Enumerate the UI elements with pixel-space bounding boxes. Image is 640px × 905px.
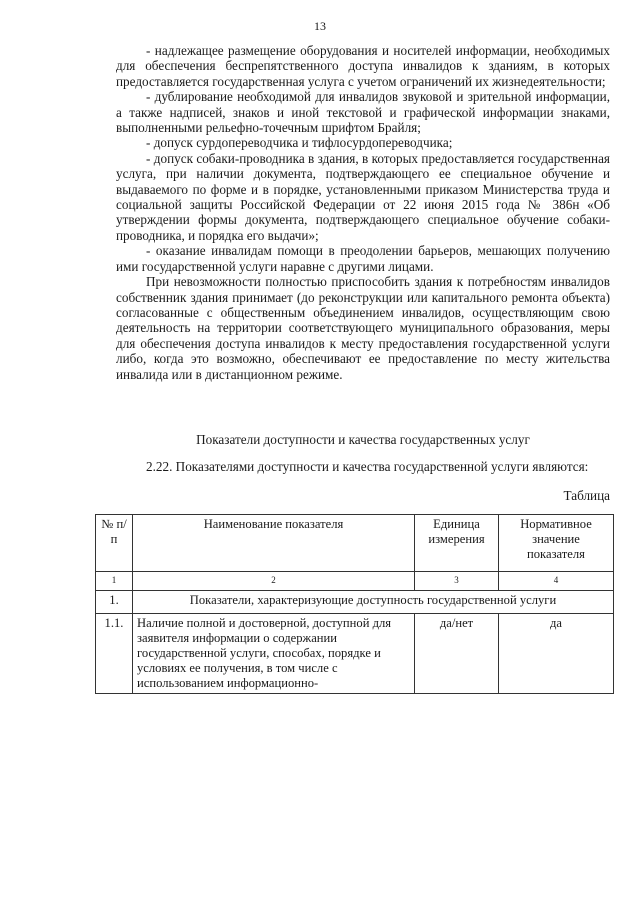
group-number: 1. (96, 591, 133, 614)
row-value: да (499, 614, 614, 694)
column-number: 3 (415, 572, 499, 591)
paragraph: - допуск сурдопереводчика и тифлосурдопереводчика; (146, 135, 453, 151)
header-cell-number: № п/п (96, 515, 133, 572)
table-row (96, 614, 614, 694)
paragraph: При невозможности полностью приспособить здания к потребностям инвалидов собственник здания принимает (до реконструкции или капитального ремонта объекта) согласованные с общественным объединением инвалидов, осуществляющим свою деятельность на территории соответствующего муниципального образования, меры для обеспечения доступа инвалидов к месту предоставления государственной услуги либо, когда это возможно, обеспечивают ее предоставление по месту жительства инвалида или в дистанционном режиме. (116, 274, 610, 382)
table-caption: Таблица (563, 488, 610, 503)
body-text (116, 43, 610, 382)
paragraph: - дублирование необходимой для инвалидов звуковой и зрительной информации, а также надписей, знаков и иной текстовой и графической информации знаками, выполненными рельефно-точечным шрифтом Брайля; (116, 89, 610, 136)
row-unit: да/нет (415, 614, 499, 694)
paragraph: - надлежащее размещение оборудования и носителей информации, необходимых для обеспечения беспрепятственного доступа инвалидов к зданиям, в которых предоставляется государственная услуга с учетом ограничений их жизнедеятельности; (116, 43, 610, 89)
column-number: 1 (96, 572, 133, 591)
indicators-table (95, 514, 614, 694)
header-cell-unit: Единица измерения (415, 515, 499, 572)
paragraph: - допуск собаки-проводника в здания, в которых предоставляется государственная услуга, при наличии документа, подтверждающего ее специальное обучение и выдаваемого по форме и в порядке, установленными приказом Министерства труда и социальной защиты Российской Федерации от 22 июня 2015 года № 386н «Об утверждении формы документа, подтверждающего специальное обучение собаки-проводника, и порядка его выдачи»; (116, 150, 610, 243)
header-cell-value: Нормативное значение показателя (499, 515, 614, 572)
group-title: Показатели, характеризующие доступность государственной услуги (133, 591, 614, 614)
paragraph: - оказание инвалидам помощи в преодолении барьеров, мешающих получению ими государственной услуги наравне с другими лицами. (116, 243, 610, 274)
section-title: Показатели доступности и качества государственных услуг (196, 432, 530, 447)
table-header-row (96, 515, 614, 572)
row-name: Наличие полной и достоверной, доступной для заявителя информации о содержании государственной услуги, способах, порядке и условиях ее получения, в том числе с использованием информационно- (133, 614, 415, 694)
group-row (96, 591, 614, 614)
row-number: 1.1. (96, 614, 133, 694)
page-number: 13 (314, 19, 326, 33)
column-number: 4 (499, 572, 614, 591)
lead-paragraph: 2.22. Показателями доступности и качества государственной услуги являются: (146, 459, 589, 474)
column-number-row (96, 572, 614, 591)
column-number: 2 (133, 572, 415, 591)
header-cell-name: Наименование показателя (133, 515, 415, 572)
